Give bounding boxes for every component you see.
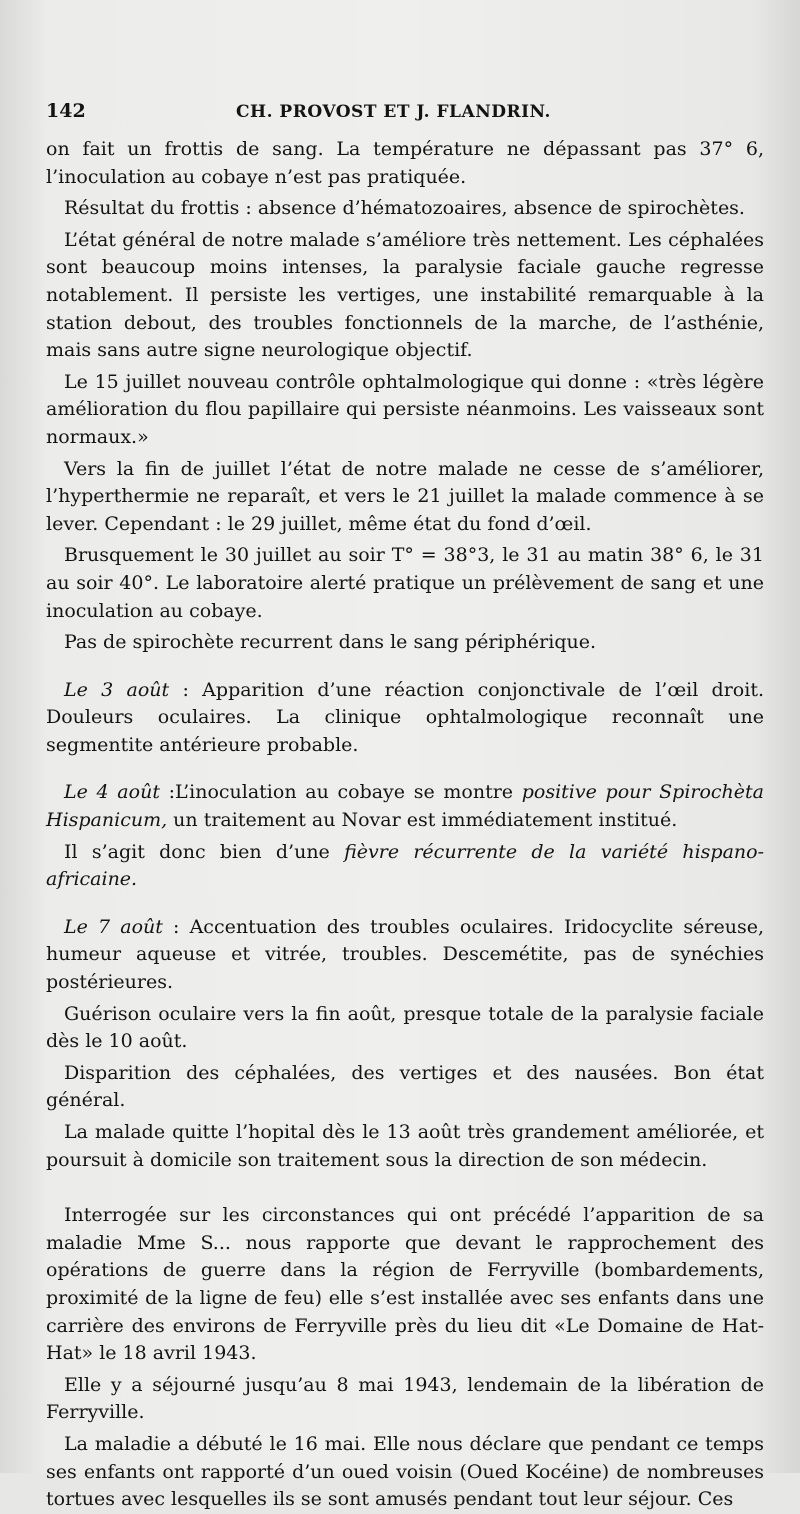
text-run: Disparition des céphalées, des vertiges et des nausées. Bon état général. (46, 1061, 764, 1112)
text-run: Guérison oculaire vers la fin août, presque totale de la paralysie faciale dès le 10 août. (46, 1002, 764, 1053)
italic-run: positive pour Spirochèta Hispanicum, (46, 781, 764, 832)
paragraph (46, 1001, 764, 1056)
paragraph (46, 677, 764, 760)
text-run: : Accentuation des troubles oculaires. Iridocyclite séreuse, humeur aqueuse et vitrée, troubles. Descemétite, pas de synéchies postérieures. (46, 915, 765, 994)
paragraph (46, 779, 764, 834)
paragraph (46, 1060, 764, 1115)
text-run: Interrogée sur les circonstances qui ont précédé l’apparition de sa maladie Mme S... nous rapporte que devant le rapprochement des opérations de guerre dans la région de Ferryville (bombardements, proximité de la ligne de feu) elle s’est installée avec ses enfants dans une carrière des environs de Ferryville près du lieu dit «Le Domaine de Hat-Hat» le 18 avril 1943. (46, 1204, 764, 1365)
paragraph (46, 1202, 764, 1368)
paragraph (46, 1372, 764, 1427)
text-run: Le 15 juillet nouveau contrôle ophtalmologique qui donne : «très légère amélioration du flou papillaire qui persiste néanmoins. Les vaisseaux sont normaux.» (46, 370, 764, 448)
italic-run: fièvre récurrente de la variété hispano-africaine. (46, 840, 764, 891)
paragraph (46, 1119, 764, 1174)
paragraph (46, 227, 764, 365)
paragraph (46, 914, 764, 997)
page-header (46, 100, 764, 122)
paragraph (46, 542, 764, 625)
text-run: un traitement au Novar est immédiatement institué. (167, 809, 678, 832)
page-number: 142 (46, 100, 86, 122)
paragraph (46, 456, 764, 539)
paragraph (46, 136, 764, 191)
text-run: : Apparition d’une réaction conjonctivale de l’œil droit. Douleurs oculaires. La clinique ophtalmologique reconnaît une segmentite antérieure probable. (46, 678, 764, 756)
italic-run: Le 7 août (64, 915, 163, 938)
running-head: CH. PROVOST ET J. FLANDRIN. (236, 102, 551, 122)
paragraph (46, 195, 764, 223)
italic-run: Le 3 août (64, 678, 170, 701)
text-run: La malade quitte l’hopital dès le 13 août très grandement améliorée, et poursuit à domicile son traitement sous la direction de son médecin. (46, 1121, 764, 1171)
body-text (46, 136, 764, 1514)
text-run: Il s’agit donc bien d’une (64, 840, 345, 863)
text-run: Pas de spirochète recurrent dans le sang périphérique. (64, 631, 597, 654)
text-run: La maladie a débuté le 16 mai. Elle nous déclare que pendant ce temps ses enfants ont rapporté d’un oued voisin (Oued Kocéine) de nombreuses tortues avec lesquelles ils se sont amusés pendant tout leur séjour. Ces (46, 1432, 764, 1511)
text-run: Elle y a séjourné jusqu’au 8 mai 1943, lendemain de la libération de Ferryville. (46, 1373, 764, 1424)
text-run: on fait un frottis de sang. La température ne dépassant pas 37° 6, l’inoculation au cobaye n’est pas pratiquée. (46, 138, 764, 188)
text-run: :L’inoculation au cobaye se montre (159, 781, 522, 804)
text-run: Brusquement le 30 juillet au soir T° = 38°3, le 31 au matin 38° 6, le 31 au soir 40°. Le laboratoire alerté pratique un prélèvement de sang et une inoculation au cobaye. (46, 544, 764, 622)
paragraph (46, 839, 764, 894)
paragraph (46, 629, 764, 657)
text-run: L’état général de notre malade s’améliore très nettement. Les céphalées sont beaucoup moins intenses, la paralysie faciale gauche regresse notablement. Il persiste les vertiges, une instabilité remarquable à la station debout, des troubles fonctionnels de la marche, de l’asthénie, mais sans autre signe neurologique objectif. (46, 228, 764, 362)
paragraph (46, 1431, 764, 1514)
paragraph (46, 369, 764, 452)
text-run: Résultat du frottis : absence d’hématozoaires, absence de spirochètes. (64, 197, 745, 220)
italic-run: Le 4 août (64, 781, 160, 804)
text-run: Vers la fin de juillet l’état de notre malade ne cesse de s’améliorer, l’hyperthermie ne reparaît, et vers le 21 juillet la malade commence à se lever. Cependant : le 29 juillet, même état du fond d’œil. (46, 457, 764, 535)
